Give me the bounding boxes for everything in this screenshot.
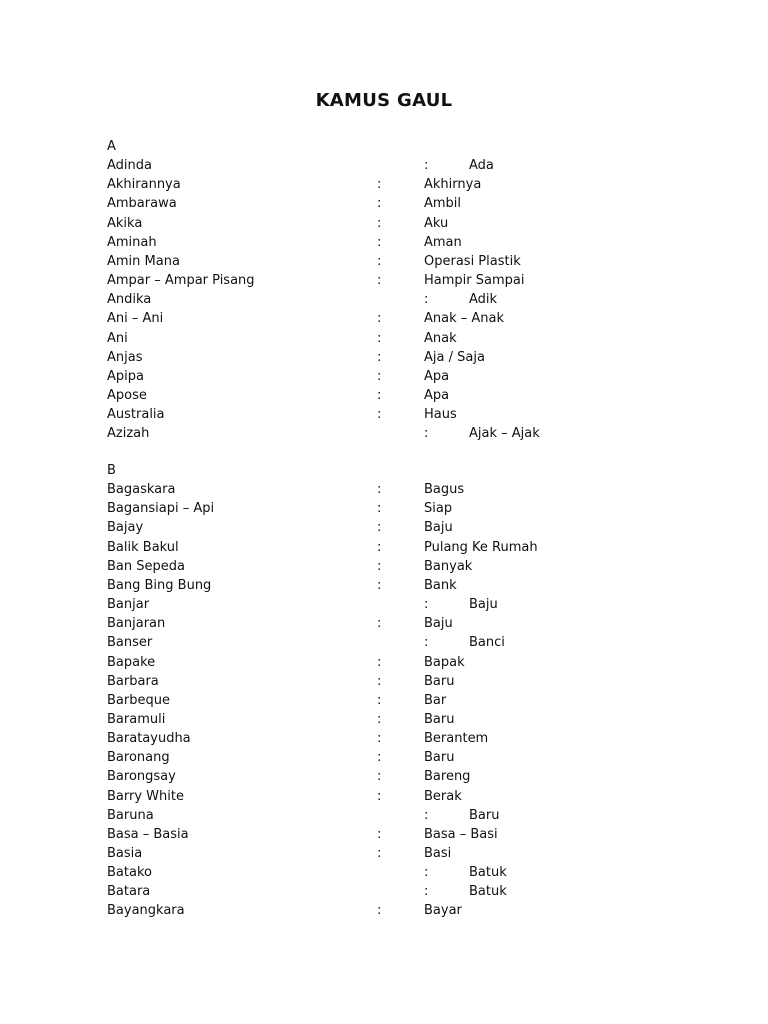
entry-meaning: Baju [469,597,498,613]
entry-term: Ani [107,330,128,346]
entry-term: Baratayudha [107,731,191,747]
entry-meaning: Bayar [424,903,462,919]
entry-term: Ban Sepeda [107,558,185,574]
entry-colon: : [377,769,382,785]
entry-term: Ambarawa [107,196,177,212]
entry-meaning: Batuk [469,884,507,900]
entry-colon: : [377,196,382,212]
dictionary-entry [0,426,768,445]
dictionary-entry [0,616,768,635]
entry-term: Azizah [107,426,150,442]
dictionary-entry [0,196,768,215]
entry-colon: : [377,253,382,269]
entry-meaning: Baju [424,616,453,632]
entry-term: Barry White [107,788,184,804]
entry-colon: : [424,158,429,174]
entry-term: Apipa [107,368,144,384]
entry-meaning: Anak [424,330,457,346]
dictionary-entry [0,254,768,273]
entry-term: Amin Mana [107,253,180,269]
entry-colon: : [377,577,382,593]
entry-colon: : [424,884,429,900]
entry-colon: : [424,865,429,881]
entry-term: Batara [107,884,151,900]
dictionary-entry [0,635,768,654]
dictionary-entry [0,559,768,578]
entry-term: Balik Bakul [107,539,179,555]
entry-colon: : [424,292,429,308]
dictionary-entry [0,597,768,616]
entry-colon: : [377,501,382,517]
dictionary-entry [0,311,768,330]
dictionary-entry [0,578,768,597]
entry-meaning: Bareng [424,769,471,785]
entry-colon: : [377,673,382,689]
entry-term: Aminah [107,234,157,250]
entry-term: Bayangkara [107,903,185,919]
entry-term: Bagaskara [107,482,176,498]
entry-term: Anjas [107,349,143,365]
entry-colon: : [424,807,429,823]
dictionary-entry [0,789,768,808]
entry-term: Baronang [107,750,170,766]
entry-colon: : [377,846,382,861]
entry-meaning: Operasi Plastik [424,253,521,269]
entry-colon: : [377,311,382,327]
dictionary-entry [0,750,768,769]
dictionary-entry [0,846,768,865]
entry-term: Banjaran [107,616,166,632]
entry-term: Adinda [107,158,152,174]
entry-term: Banser [107,635,153,651]
entry-colon: : [377,826,382,842]
entry-colon: : [377,539,382,555]
entry-colon: : [377,788,382,804]
entry-meaning: Pulang Ke Rumah [424,539,538,555]
entry-colon: : [377,692,382,708]
entry-term: Bagansiapi – Api [107,501,215,517]
entry-term: Batako [107,865,152,881]
entry-term: Akika [107,215,143,231]
entry-meaning: Aja / Saja [424,349,485,365]
section-letter: B [107,463,116,478]
dictionary-entry [0,693,768,712]
dictionary-entry [0,482,768,501]
entry-colon: : [377,711,382,727]
entry-colon: : [377,407,382,423]
dictionary-entry [0,216,768,235]
entry-term: Basa – Basia [107,826,189,842]
section-letter: A [107,139,116,154]
entry-term: Barongsay [107,769,176,785]
entry-meaning: Adik [469,292,498,308]
entry-term: Banjar [107,597,150,613]
entry-meaning: Bapak [424,654,465,670]
entry-colon: : [377,234,382,250]
dictionary-entry [0,731,768,750]
dictionary-entry [0,865,768,884]
entry-term: Apose [107,387,147,403]
entry-term: Bang Bing Bung [107,577,212,593]
dictionary-entry [0,331,768,350]
dictionary-entry [0,884,768,903]
entry-colon: : [377,177,382,193]
entry-meaning: Berak [424,788,462,804]
dictionary-entry [0,369,768,388]
entry-meaning: Haus [424,407,457,423]
page-title: KAMUS GAUL [315,90,453,111]
dictionary-entry [0,158,768,177]
entry-meaning: Banci [469,635,505,651]
entry-meaning: Ajak – Ajak [469,426,540,442]
dictionary-entry [0,177,768,196]
entry-meaning: Baru [469,807,500,823]
entry-meaning: Apa [424,368,450,384]
dictionary-entry [0,350,768,369]
entry-term: Australia [107,407,165,423]
dictionary-entry [0,388,768,407]
dictionary-entry [0,501,768,520]
entry-colon: : [424,597,429,613]
entry-meaning: Anak – Anak [424,311,505,327]
entry-term: Baramuli [107,711,166,727]
entry-colon: : [377,731,382,747]
dictionary-entry [0,540,768,559]
dictionary-entry [0,292,768,311]
entry-meaning: Basi [424,846,452,861]
dictionary-entry [0,407,768,426]
entry-colon: : [377,215,382,231]
entry-meaning: Bar [424,692,447,708]
entry-term: Bapake [107,654,156,670]
dictionary-entry [0,903,768,922]
entry-meaning: Siap [424,501,453,517]
entry-meaning: Baru [424,673,455,689]
entry-meaning: Banyak [424,558,473,574]
entry-meaning: Ada [469,158,494,174]
entry-term: Andika [107,292,152,308]
entry-colon: : [377,482,382,498]
entry-term: Bajay [107,520,144,536]
entry-meaning: Akhirnya [424,177,482,193]
entry-colon: : [377,654,382,670]
entry-meaning: Apa [424,387,450,403]
entry-meaning: Berantem [424,731,489,747]
dictionary-entry [0,235,768,254]
dictionary-entry [0,769,768,788]
entry-term: Barbeque [107,692,170,708]
entry-colon: : [377,387,382,403]
entry-colon: : [377,368,382,384]
entry-colon: : [377,520,382,536]
entry-meaning: Baru [424,750,455,766]
entry-term: Ampar – Ampar Pisang [107,273,255,289]
dictionary-entry [0,808,768,827]
entry-term: Akhirannya [107,177,181,193]
entry-meaning: Bagus [424,482,465,498]
dictionary-entry [0,712,768,731]
entry-meaning: Aku [424,215,449,231]
entry-meaning: Batuk [469,865,507,881]
dictionary-entry [0,273,768,292]
entry-colon: : [424,426,429,442]
entry-colon: : [377,616,382,632]
entry-meaning: Bank [424,577,457,593]
entry-colon: : [424,635,429,651]
dictionary-entry [0,520,768,539]
entry-meaning: Hampir Sampai [424,273,525,289]
entry-meaning: Basa – Basi [424,826,498,842]
entry-term: Basia [107,846,143,861]
entry-colon: : [377,750,382,766]
entry-meaning: Ambil [424,196,462,212]
entry-colon: : [377,349,382,365]
entry-colon: : [377,558,382,574]
entry-meaning: Baru [424,711,455,727]
entry-term: Barbara [107,673,159,689]
dictionary-entry [0,827,768,846]
entry-meaning: Aman [424,234,462,250]
entry-term: Baruna [107,807,154,823]
entry-term: Ani – Ani [107,311,164,327]
entry-colon: : [377,903,382,919]
entry-colon: : [377,330,382,346]
entry-colon: : [377,273,382,289]
dictionary-entry [0,655,768,674]
dictionary-entry [0,674,768,693]
entry-meaning: Baju [424,520,453,536]
